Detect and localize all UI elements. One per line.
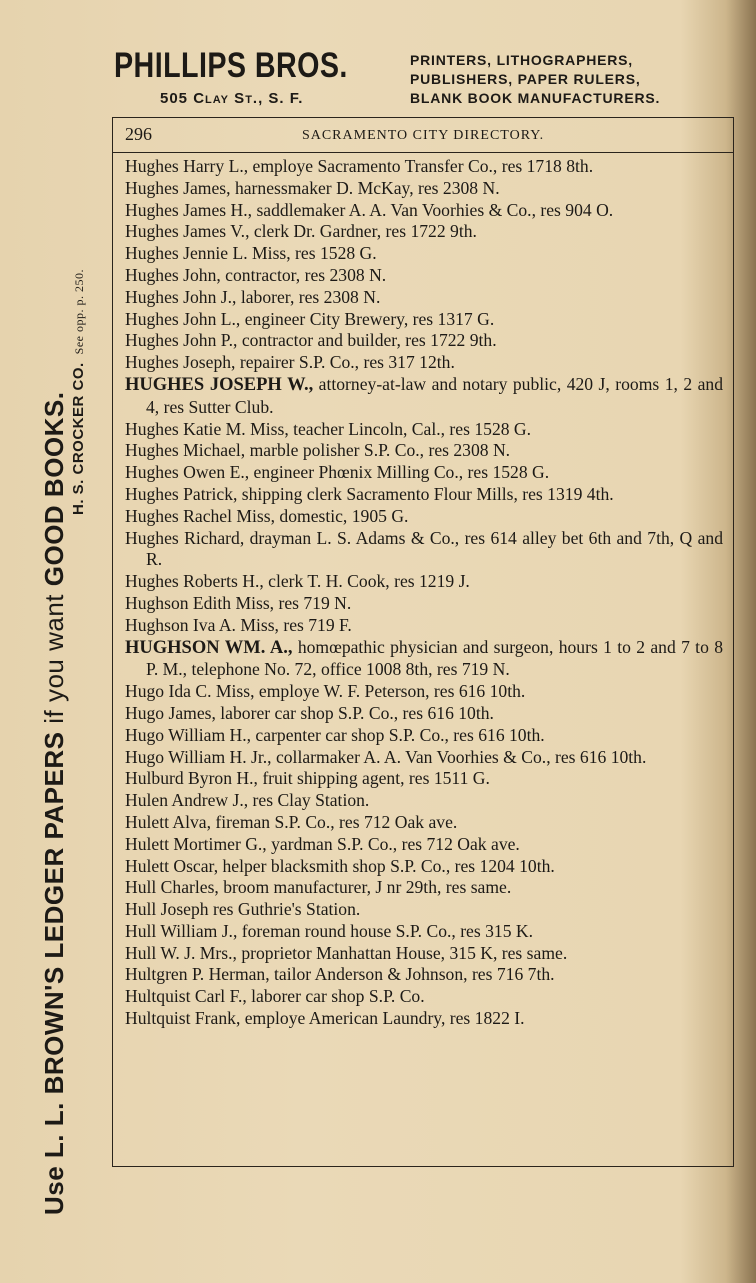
entry-text: Hulen Andrew J., res Clay Station. [125,790,370,811]
side-ad-main [39,85,70,1215]
directory-entry [125,178,723,200]
directory-entry [125,221,723,243]
entry-text: homœpathic physician and surgeon, hours 1 to 2 and 7 to 8 P. M., telephone No. 72, office 1008 8th, res 719 N. [146,636,723,680]
directory-entry [125,877,723,899]
crocker-co-text: H. S. CROCKER CO. [70,362,87,515]
directory-entry [125,615,723,637]
directory-entry [125,200,723,222]
entry-text: Hull W. J. Mrs., proprietor Manhattan House, 315 K, res same. [125,942,568,963]
service-line: PRINTERS, LITHOGRAPHERS, [410,52,633,68]
entry-text: Hughes James V., clerk Dr. Gardner, res 1722 9th. [125,221,477,242]
directory-entry [125,243,723,265]
directory-entry [125,593,723,615]
entry-text: Hugo William H., carpenter car shop S.P. Co., res 616 10th. [125,724,545,745]
ledger-papers-text: Use L. L. BROWN'S LEDGER PAPERS [39,731,69,1215]
directory-entry [125,681,723,703]
entry-text: attorney-at-law and notary public, 420 J, rooms 1, 2 and 4, res Sutter Club. [146,373,724,417]
directory-entry [125,637,723,682]
directory-entries [125,156,723,1030]
directory-entry [125,1008,723,1030]
entry-text: Hughes John P., contractor and builder, res 1722 9th. [125,330,497,351]
directory-entry [125,309,723,331]
entry-text: Hughes James H., saddlemaker A. A. Van Voorhies & Co., res 904 O. [125,199,614,220]
directory-entry [125,921,723,943]
entry-bold-name: HUGHSON WM. A., [125,637,293,658]
entry-text: Hugo William H. Jr., collarmaker A. A. Van Voorhies & Co., res 616 10th. [125,746,647,767]
entry-text: Hughson Edith Miss, res 719 N. [125,592,352,613]
entry-text: Hughes James, harnessmaker D. McKay, res 2308 N. [125,177,500,198]
directory-entry [125,725,723,747]
directory-entry [125,768,723,790]
directory-entry [125,287,723,309]
directory-entry [125,462,723,484]
entry-text: Hughes Roberts H., clerk T. H. Cook, res 1219 J. [125,571,470,592]
page-number: 296 [125,124,152,144]
directory-entry [125,330,723,352]
directory-entry [125,703,723,725]
directory-entry [125,964,723,986]
entry-text: Hull Charles, broom manufacturer, J nr 29th, res same. [125,877,512,898]
directory-entry [125,899,723,921]
entry-text: Hultquist Carl F., laborer car shop S.P. Co. [125,986,425,1007]
directory-entry [125,265,723,287]
directory-entry [125,571,723,593]
directory-entry [125,374,723,419]
entry-text: Hull Joseph res Guthrie's Station. [125,899,361,920]
entry-text: Hugo Ida C. Miss, employe W. F. Peterson, res 616 10th. [125,681,526,702]
if-you-want-text: if you want [39,593,69,724]
entry-text: Hughson Iva A. Miss, res 719 F. [125,614,352,635]
entry-text: Hulett Oscar, helper blacksmith shop S.P. Co., res 1204 10th. [125,855,555,876]
entry-text: Hughes Michael, marble polisher S.P. Co., res 2308 N. [125,440,511,461]
side-ad-sub [70,269,87,515]
firm-address: 505 Clay St., S. F. [160,90,304,107]
entry-text: Hughes John J., laborer, res 2308 N. [125,286,381,307]
service-line: BLANK BOOK MANUFACTURERS. [410,90,661,106]
entry-text: Hughes Joseph, repairer S.P. Co., res 317 12th. [125,352,455,373]
directory-entry [125,812,723,834]
entry-text: Hughes Katie M. Miss, teacher Lincoln, Cal., res 1528 G. [125,418,532,439]
entry-text: Hulett Alva, fireman S.P. Co., res 712 Oak ave. [125,811,458,832]
directory-entry [125,790,723,812]
entry-text: Hultquist Frank, employe American Laundry, res 1822 I. [125,1008,525,1029]
directory-entry [125,528,723,572]
page-header [113,118,733,153]
entry-text: Hughes Patrick, shipping clerk Sacramento Flour Mills, res 1319 4th. [125,483,614,504]
firm-services [410,51,660,108]
entry-text: Hulett Mortimer G., yardman S.P. Co., res 712 Oak ave. [125,833,520,854]
entry-bold-name: HUGHES JOSEPH W., [125,374,314,395]
entry-text: Hughes Owen E., engineer Phœnix Milling Co., res 1528 G. [125,462,550,483]
side-advertisement [39,85,99,1215]
entry-text: Hughes John, contractor, res 2308 N. [125,264,387,285]
directory-entry [125,419,723,441]
entry-text: Hughes Harry L., employe Sacramento Transfer Co., res 1718 8th. [125,156,594,176]
directory-entry [125,986,723,1008]
directory-entry [125,747,723,769]
entry-text: Hull William J., foreman round house S.P. Co., res 315 K. [125,920,533,941]
directory-entry [125,506,723,528]
directory-entry [125,834,723,856]
directory-entry [125,943,723,965]
directory-entry [125,440,723,462]
directory-entry [125,352,723,374]
directory-entry [125,484,723,506]
entry-text: Hughes Jennie L. Miss, res 1528 G. [125,243,377,264]
entry-text: Hulburd Byron H., fruit shipping agent, res 1511 G. [125,768,490,789]
good-books-text: GOOD BOOKS. [39,391,69,587]
entry-text: Hultgren P. Herman, tailor Anderson & Johnson, res 716 7th. [125,964,555,985]
entry-text: Hughes John L., engineer City Brewery, res 1317 G. [125,308,495,329]
directory-entry [125,856,723,878]
see-page-note: See opp. p. 250. [72,268,86,355]
directory-page [112,117,734,1167]
firm-name: PHILLIPS BROS. [114,46,348,85]
entry-text: Hugo James, laborer car shop S.P. Co., res 616 10th. [125,702,494,723]
entry-text: Hughes Rachel Miss, domestic, 1905 G. [125,505,409,526]
service-line: PUBLISHERS, PAPER RULERS, [410,71,641,87]
entry-text: Hughes Richard, drayman L. S. Adams & Co., res 614 alley bet 6th and 7th, Q and R. [125,527,723,570]
page-title: SACRAMENTO CITY DIRECTORY. [301,128,545,143]
directory-entry [125,156,723,178]
